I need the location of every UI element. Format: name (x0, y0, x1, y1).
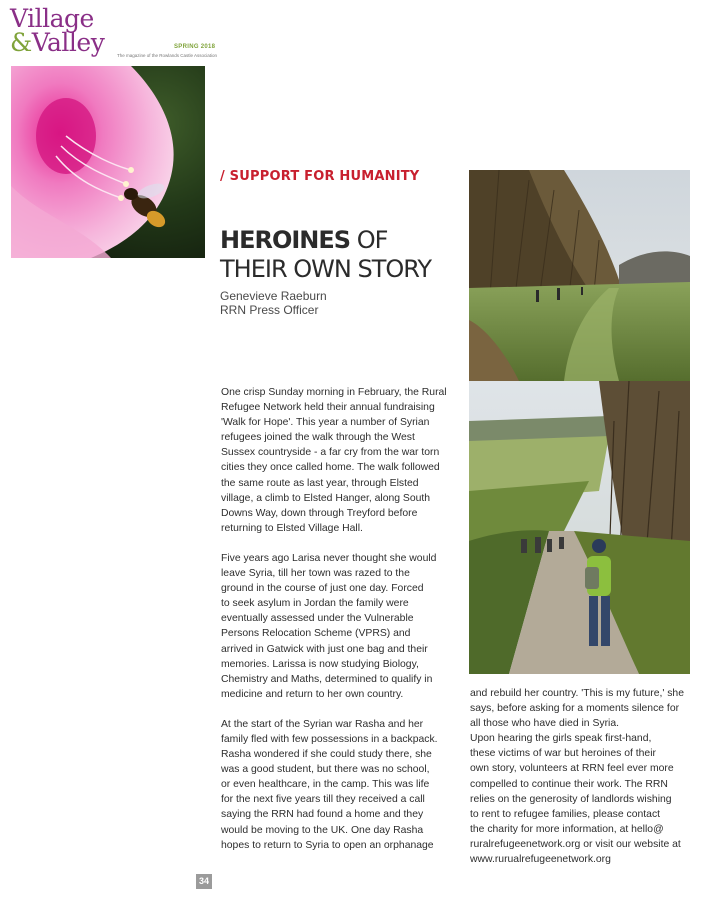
article-line: these victims of war but heroines of their (470, 748, 656, 760)
headline-bold-word: HEROINES (220, 226, 351, 254)
article-line: would be moving to the UK. One day Rasha (221, 824, 424, 836)
article-line: memories. Larissa is now studying Biology, (221, 658, 419, 670)
magazine-tagline: The magazine of the Rowlands Castle Association (117, 53, 218, 58)
article-line: returning to Elsted Village Hall. (221, 522, 363, 534)
author-name: Genevieve Raeburn (220, 289, 327, 303)
article-line: to rent to refugee families, please contact (470, 808, 661, 820)
article-line: Persons Relocation Scheme (VPRS) and (221, 628, 411, 640)
section-label: / SUPPORT FOR HUMANITY (220, 169, 420, 184)
article-line: to seek asylum in Jordan the family were (221, 598, 409, 610)
article-line: Upon hearing the girls speak first-hand, (470, 733, 652, 745)
logo-ampersand: & (10, 28, 32, 57)
article-line: Rasha wondered if she could study there, she (221, 749, 432, 761)
article-line: compelled to continue their work. The RRN (470, 778, 668, 790)
page-number: 34 (196, 874, 212, 889)
article-line: the same route as last year, through Elsted (221, 477, 419, 489)
article-line: leave Syria, till her town was razed to the (221, 568, 410, 580)
headline-line1 (220, 226, 387, 254)
article-line: hopes to return to Syria to open an orphanage (221, 839, 434, 851)
article-line: eventually assessed under the Vulnerable (221, 613, 414, 625)
article-line: At the start of the Syrian war Rasha and her (221, 718, 424, 730)
article-line: arrived in Gatwick with just one bag and their (221, 643, 428, 655)
article-column-left (221, 385, 461, 853)
article-line: refugees joined the walk through the West (221, 432, 415, 444)
headline-line2: THEIR OWN STORY (220, 255, 432, 283)
article-line: Sussex countryside - a far cry from the war torn (221, 447, 440, 459)
headline-of: OF (350, 226, 388, 254)
logo-valley (10, 30, 104, 56)
article-line: 'Walk for Hope'. This year a number of Syrian (221, 417, 430, 429)
article-line: saying the RRN had found a home and they (221, 809, 424, 821)
article-line: medicine and return to her own country. (221, 688, 404, 700)
magazine-logo (10, 6, 230, 66)
article-line: own story, volunteers at RRN feel ever more (470, 763, 674, 775)
article-line: cities they once called home. The walk followed (221, 462, 440, 474)
article-line: Five years ago Larisa never thought she would (221, 552, 437, 564)
article-line: for the next five years till they received a call (221, 794, 425, 806)
author-role: RRN Press Officer (220, 303, 319, 317)
article-line: was a good student, but there was no school, (221, 764, 430, 776)
logo-village: Village (10, 4, 94, 33)
article-column-right (470, 686, 695, 867)
walkers-field-photo (469, 170, 690, 381)
article-line: the charity for more information, at hello@ (470, 823, 664, 835)
article-line: One crisp Sunday morning in February, the Rural (221, 387, 447, 398)
article-line: Refugee Network held their annual fundraising (221, 402, 435, 414)
article-line: relies on the generosity of landlords wishing (470, 793, 672, 805)
article-line: says, before asking for a moments silence for (470, 703, 680, 715)
flower-bee-photo (11, 66, 205, 258)
article-line: family fled with few possessions in a backpack. (221, 733, 438, 745)
article-line: ground in the course of just one day. Forced (221, 583, 424, 595)
paragraph-gap (221, 536, 461, 551)
logo-valley-word: Valley (31, 28, 105, 57)
article-line: all those who have died in Syria. (470, 718, 620, 730)
article-line: www.rurualrefugeenetwork.org (470, 854, 611, 866)
article-line: Downs Way, down through Treyford before (221, 507, 418, 519)
article-line: ruralrefugeenetwork.org or visit our website at (470, 838, 681, 850)
article-line: or even healthcare, in the camp. This was life (221, 779, 430, 791)
article-line: Chemistry and Maths, determined to qualify in (221, 673, 433, 685)
issue-label: SPRING 2018 (174, 44, 216, 50)
article-line: and rebuild her country. 'This is my future,' she (470, 688, 684, 699)
paragraph-gap (221, 702, 461, 717)
walkers-lane-photo (469, 381, 690, 674)
article-line: village, a climb to Elsted Hanger, along South (221, 492, 431, 504)
